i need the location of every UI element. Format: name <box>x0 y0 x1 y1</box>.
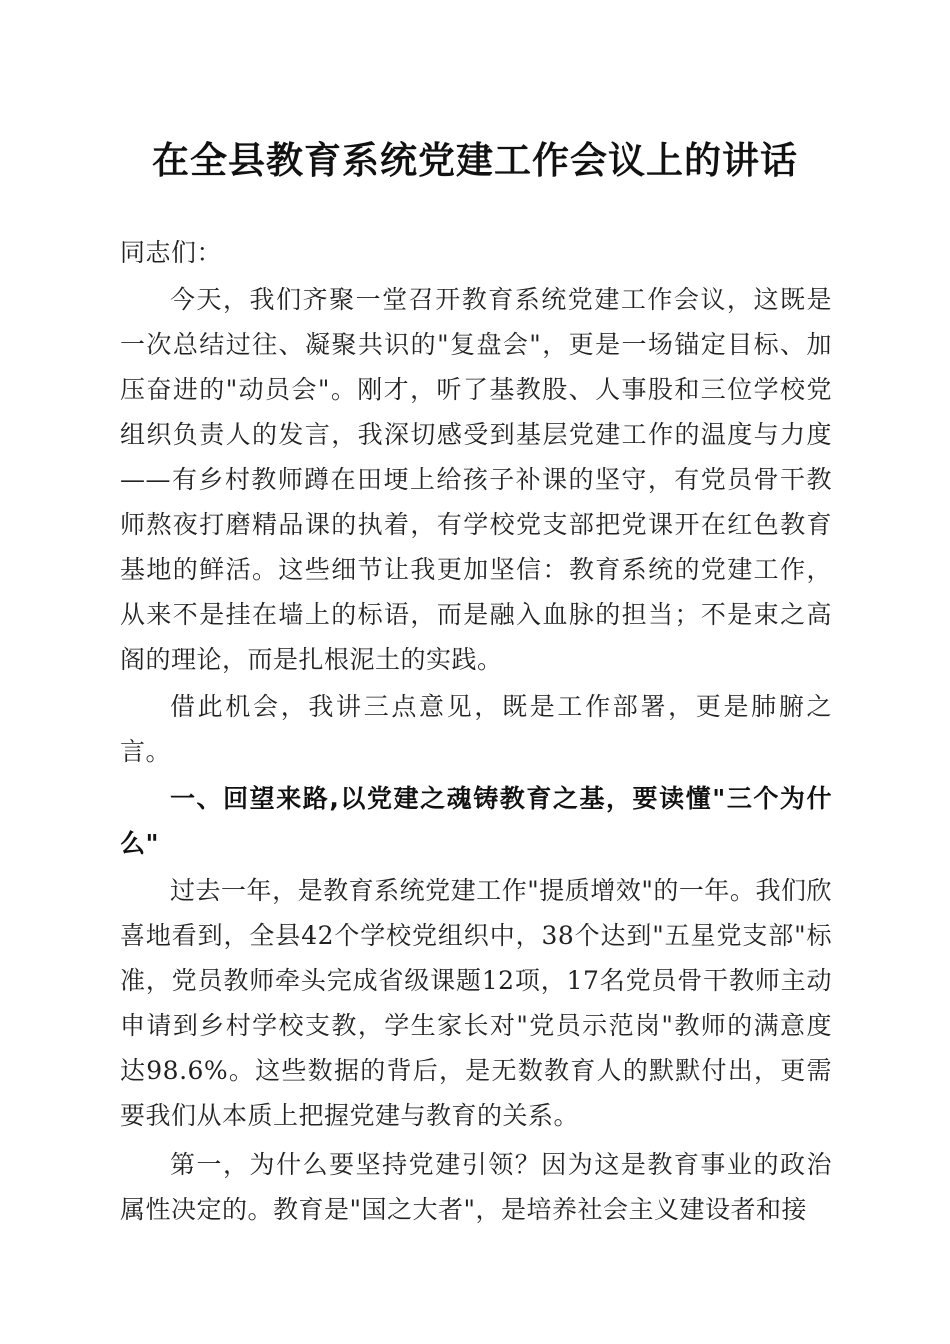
document-body <box>120 230 832 1232</box>
paragraph-three-points: 借此机会，我讲三点意见，既是工作部署，更是肺腑之言。 <box>120 692 832 766</box>
paragraph-why-party-building: 第一，为什么要坚持党建引领？因为这是教育事业的政治属性决定的。教育是"国之大者"，是培养社会主义建设者和接 <box>120 1150 832 1224</box>
paragraph-opening: 今天，我们齐聚一堂召开教育系统党建工作会议，这既是一次总结过往、凝聚共识的"复盘会"，更是一场锚定目标、加压奋进的"动员会"。刚才，听了基教股、人事股和三位学校党组织负责人的发言，我深切感受到基层党建工作的温度与力度——有乡村教师蹲在田埂上给孩子补课的坚守，有党员骨干教师熬夜打磨精品课的执着，有学校党支部把党课开在红色教育基地的鲜活。这些细节让我更加坚信：教育系统的党建工作，从来不是挂在墙上的标语，而是融入血脉的担当；不是束之高阁的理论，而是扎根泥土的实践。 <box>120 285 832 674</box>
paragraph-past-year: 过去一年，是教育系统党建工作"提质增效"的一年。我们欣喜地看到，全县42个学校党组织中，38个达到"五星党支部"标准，党员教师牵头完成省级课题12项，17名党员骨干教师主动申请到乡村学校支教，学生家长对"党员示范岗"教师的满意度达98.6%。这些数据的背后，是无数教育人的默默付出，更需要我们从本质上把握党建与教育的关系。 <box>120 876 832 1130</box>
salutation: 同志们： <box>120 238 223 267</box>
section-heading-1: 一、回望来路,以党建之魂铸教育之基，要读懂"三个为什么" <box>120 784 832 858</box>
page-title: 在全县教育系统党建工作会议上的讲话 <box>152 138 798 182</box>
